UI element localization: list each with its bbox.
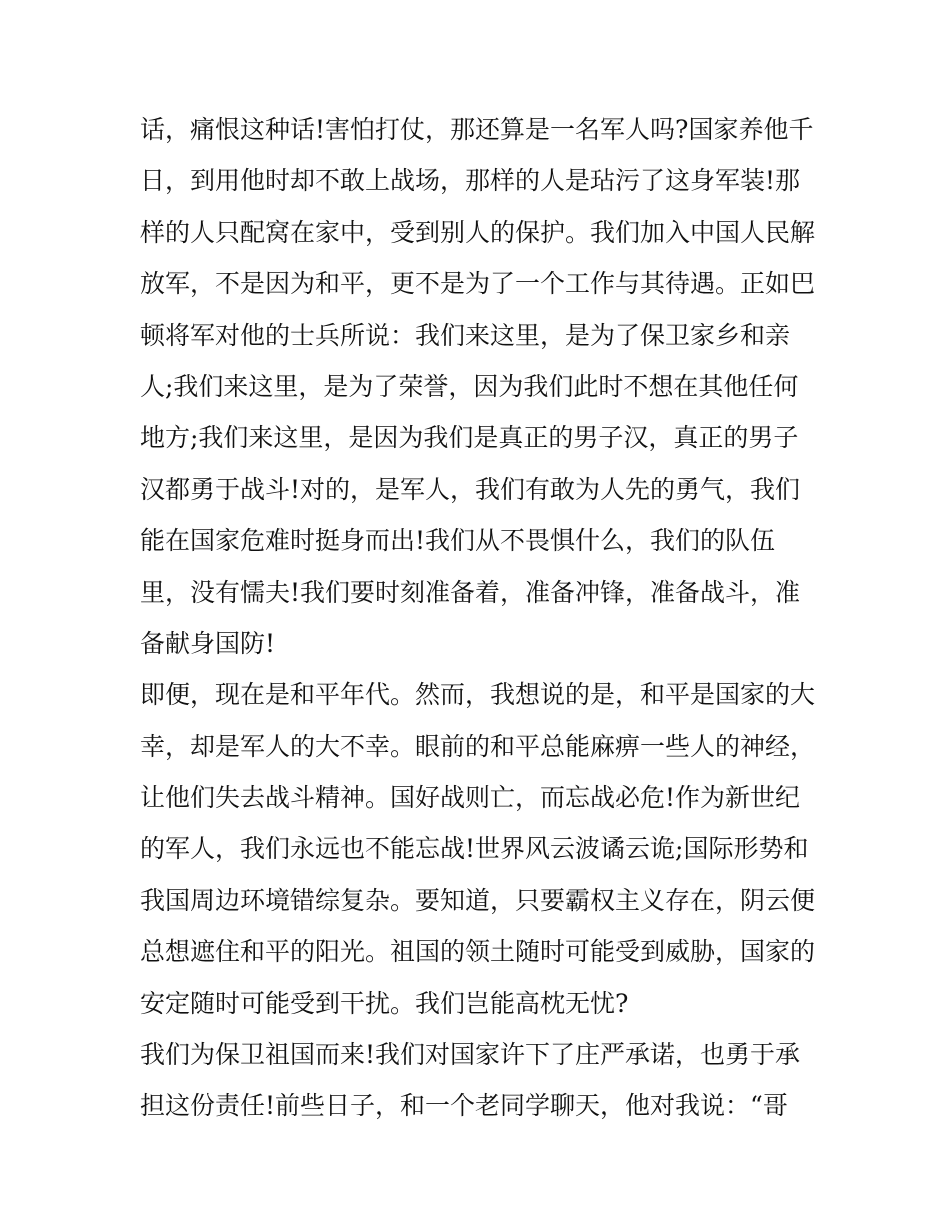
text-line: 备献身国防! [140, 628, 276, 658]
text-line: 里，没有懦夫!我们要时刻准备着，准备冲锋，准备战斗，准 [140, 577, 801, 607]
body-text [140, 104, 820, 1132]
text-line: 人;我们来这里，是为了荣誉，因为我们此时不想在其他任何 [140, 371, 799, 401]
text-line: 地方;我们来这里，是因为我们是真正的男子汉，真正的男子 [140, 423, 799, 453]
text-line: 日，到用他时却不敢上战场，那样的人是玷污了这身军装!那 [140, 166, 801, 196]
text-line: 即便，现在是和平年代。然而，我想说的是，和平是国家的大 [140, 680, 816, 710]
text-line: 担这份责任!前些日子，和一个老同学聊天，他对我说：“哥 [140, 1091, 788, 1121]
text-line: 幸，却是军人的大不幸。眼前的和平总能麻痹一些人的神经， [140, 731, 816, 761]
text-line: 安定随时可能受到干扰。我们岂能高枕无忧? [140, 988, 629, 1018]
text-line: 放军，不是因为和平，更不是为了一个工作与其待遇。正如巴 [140, 269, 816, 299]
text-line: 汉都勇于战斗!对的，是军人，我们有敢为人先的勇气，我们 [140, 474, 801, 504]
text-line: 样的人只配窝在家中，受到别人的保护。我们加入中国人民解 [140, 217, 816, 247]
text-line: 总想遮住和平的阳光。祖国的领土随时可能受到威胁，国家的 [140, 937, 816, 967]
text-line: 让他们失去战斗精神。国好战则亡，而忘战必危!作为新世纪 [140, 783, 801, 813]
text-line: 顿将军对他的士兵所说：我们来这里，是为了保卫家乡和亲 [140, 320, 791, 350]
text-line: 我国周边环境错综复杂。要知道，只要霸权主义存在，阴云便 [140, 885, 816, 915]
text-line: 话，痛恨这种话!害怕打仗，那还算是一名军人吗?国家养他千 [140, 115, 814, 144]
text-line: 的军人，我们永远也不能忘战!世界风云波谲云诡;国际形势和 [140, 834, 809, 864]
text-line: 能在国家危难时挺身而出!我们从不畏惧什么，我们的队伍 [140, 526, 776, 556]
text-line: 我们为保卫祖国而来!我们对国家许下了庄严承诺，也勇于承 [140, 1040, 801, 1070]
